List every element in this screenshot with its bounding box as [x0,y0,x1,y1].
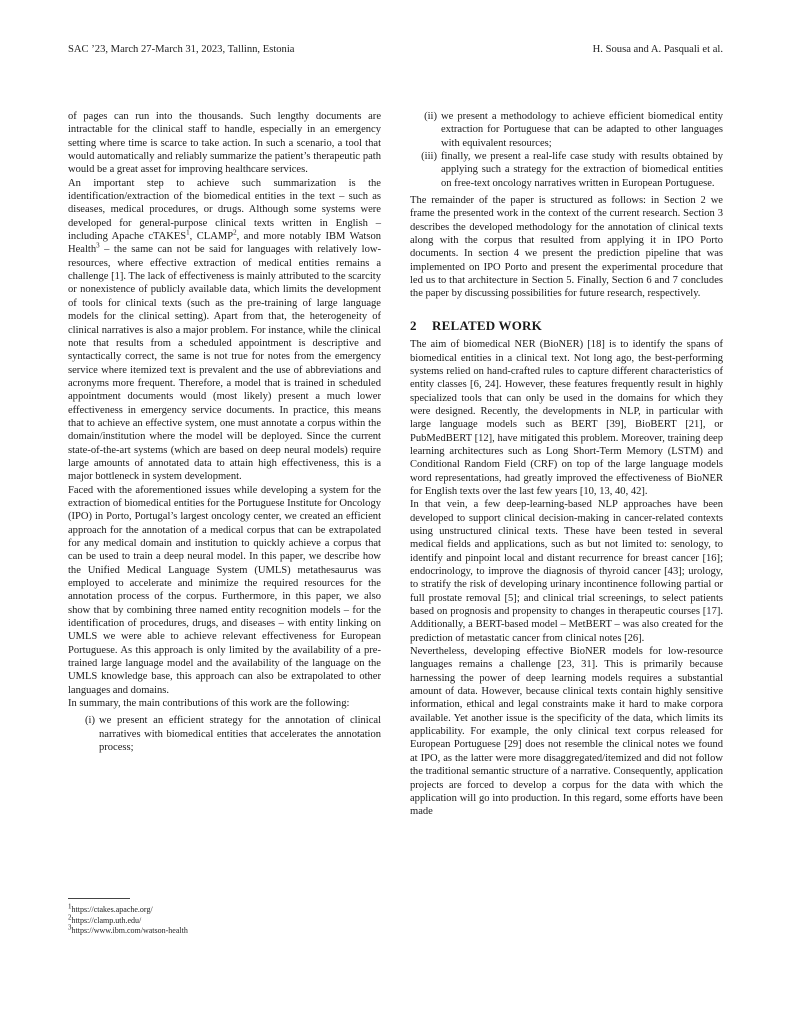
running-header [68,44,723,60]
section-heading [410,319,723,332]
paragraph: Faced with the aforementioned issues while developing a system for the extraction of biomedical entities for the Portuguese Institute for Oncology (IPO) in Porto, Portugal’s largest oncology center, we created an efficient approach for the annotation of a medical corpus that can be extrapolated for any medical domain and institution to quickly achieve a corpus that can be used to train a deep neural model. In this paper, we describe how the Unified Medical Language System (UMLS) metathesaurus was employed to accelerate and minimize the required resources for the annotation process of the corpus. Furthermore, in this paper, we also show that by combining three named entity recognition models – for the identification of procedures, drugs, and diseases – with entity linking on UMLS we were able to achieve relevant effectiveness for European Portuguese. As this approach is only limited by the availability of a pre-trained large language model and the availability of the language on the UMLS knowledge base, this approach can also be extrapolated to other languages and domains. [68,484,381,696]
footnote-rule [68,898,130,899]
list-item-number: (iii) [421,151,437,163]
footnotes [68,898,381,937]
list-item [410,150,723,190]
contributions-list [68,714,381,754]
paragraph: The aim of biomedical NER (BioNER) [18] is to identify the spans of biomedical entities in a clinical text. Not long ago, the best-performing systems relied on hand-crafted rules to capture different characteristics of entity classes [6, 24]. However, these features frequently result in highly specialized tools that can only be used in the domains for which they were designed. Recently, the developments in NLP, in particular with large language models such as BERT [39], BioBERT [21], or PubMedBERT [12], have mitigated this problem. Moreover, training deep learning architectures such as Long Short-Term Memory (LSTM) and Conditional Random Field (CRF) on top of the large language models word representations, had greatly improved the effectiveness of BioNER for English texts over the last few years [10, 13, 40, 42]. [410,339,723,497]
paragraph: In summary, the main contributions of this work are the following: [68,698,350,710]
list-item [68,714,381,754]
footnote-mark: 2 [233,228,237,237]
footnote: $^3$https://www.ibm.com/watson-health [68,923,188,936]
header-venue: SAC ’23, March 27-March 31, 2023, Tallinn, Estonia [68,44,295,55]
list-item-text: finally, we present a real-life case study with results obtained by applying such a strategy for the extraction of biomedical entities on free-text oncology narratives written in European Portuguese. [441,151,723,189]
footnote-mark: 1 [186,228,190,237]
footnote-mark: 3 [96,241,100,250]
paragraph: of pages can run into the thousands. Such lengthy documents are intractable for the clinical staff to handle, especially in an emergency setting where time is scarce to take action. In such a scenario, a tool that would automatically and reliably summarize the patient’s therapeutic path would be a great asset for improving healthcare services. [68,111,381,176]
footnote: $^2$https://clamp.uth.edu/ [68,912,142,925]
section-number: 2 [410,317,417,333]
right-column [410,110,723,819]
contributions-list-continued [410,110,723,190]
list-item-number: (i) [85,715,95,727]
footnote: $^1$https://ctakes.apache.org/ [68,902,153,914]
header-authors: H. Sousa and A. Pasquali et al. [592,44,723,55]
list-item-number: (ii) [424,111,437,122]
list-item-text: we present an efficient strategy for the annotation of clinical narratives with biomedical entities that accelerates the annotation process; [99,715,381,754]
section-title: RELATED WORK [432,317,542,333]
paragraph: The remainder of the paper is structured as follows: in Section 2 we frame the presented work in the context of the current research. Section 3 describes the developed methodology for the annotation of clinical texts along with the corpus that resulted from applying it in IPO Porto documents. In section 4 we present the prediction pipeline that was implemented on IPO Porto and present the experimental procedure that led us to that architecture in Section 5. Finally, Section 6 and 7 concludes the paper by discussing possibilities for future research, respectively. [410,195,723,300]
list-item-text: we present a methodology to achieve efficient biomedical entity extraction for Portuguese that can be adapted to other languages with equivalent resources; [441,111,723,149]
paragraph: Nevertheless, developing effective BioNER models for low-resource languages remains a challenge [23, 31]. This is primarily because harnessing the power of deep learning models requires a substantial amount of data. However, because clinical texts contain highly sensitive information, ethical and legal constraints make it hard to make corpora available. Yet another issue is the specificity of the data, which limits its applicability. For example, the only clinical text corpus released for European Portuguese [29] does not resemble the clinical notes we found at IPO, as the latter were more disaggregated/itemized and did not follow the traditional semantic structure of a narrative. Consequently, application projects are forced to develop a corpus for the data with which the application will go into production. In this regard, some efforts have been made [410,646,723,818]
paragraph: In that vein, a few deep-learning-based NLP approaches have been developed to support clinical decision-making in cancer-related contexts using unstructured clinical texts. These have been tested in several medical fields and applications, such as but not limited to: senology, to identify and pinpoint local and distant recurrence for breast cancer [16]; endocrinology, to improve the diagnosis of thyroid cancer [43]; urology, to stratify the risk of developing urinary incontinence following partial or full prostate removal [5]; and clinical trial screenings, to select patients based on prognosis and propensity to changes in therapeutic courses [17]. Additionally, a BERT-based model – MetBERT – was also created for the prediction of metastatic cancer from clinical notes [26]. [410,499,723,644]
paragraph: An important step to achieve such summarization is the identification/extraction of the biomedical entities in the text – such as diseases, medical procedures, or drugs. Although some systems were developed for general-purpose clinical texts written in English – including Apache cTAKES$^1$, CLAMP$^2$, and more notably IBM Watson Health$^3$ – the same can not be said for languages with relatively low-resources, where effective extraction of medical entities remains a challenge [1]. The lack of effectiveness is mainly attributed to the scarcity or nonexistence of publicly available data, which limits the development of tools for clinical texts (such as the pre-training of large language models for the clinical setting). Apart from that, the heterogeneity of clinical narratives is also a major problem. For instance, while the clinical note that results from a scheduled appointment is descriptive and syntactically correct, the same is not true for notes from the emergency service where itemized text is prevalent and the use of abbreviations and acronyms more frequent. Therefore, a model that is trained in scheduled appointment documents would (most likely) present a much lower effectiveness in emergency service documents. In practice, this means that to achieve an effective system, one must annotate a corpus within the domain/institution where the model will be deployed. Since the current state-of-the-art systems (which are based on deep neural models) require large amounts of annotated data to attain high effectiveness, this is a major bottleneck in system development. [68,177,381,483]
left-column [68,110,381,755]
list-item [410,110,723,150]
